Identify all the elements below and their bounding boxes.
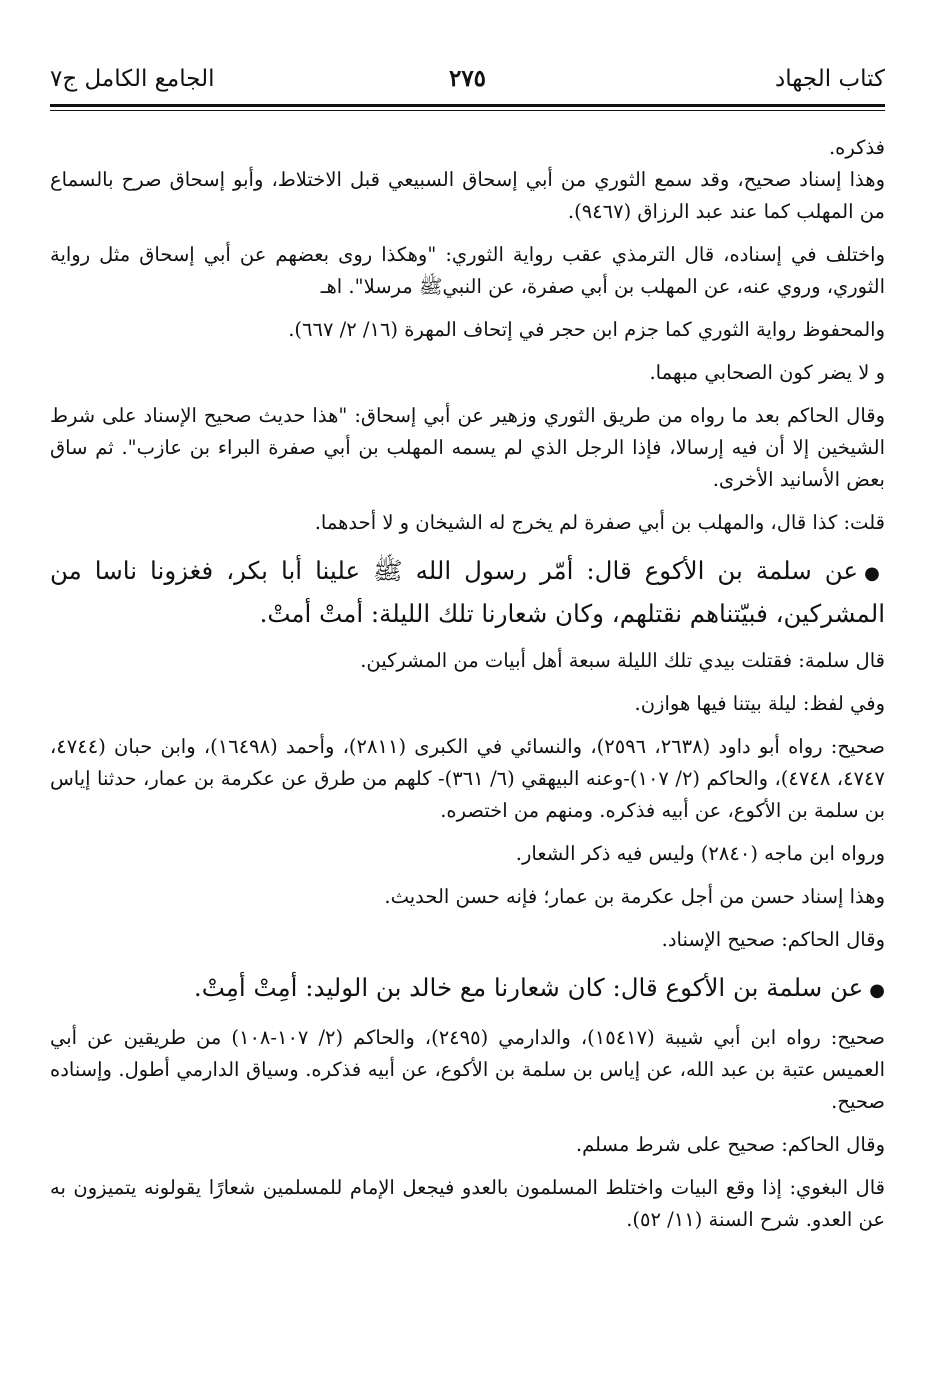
paragraph: قال سلمة: فقتلت بيدي تلك الليلة سبعة أهل أبيات من المشركين. [360, 649, 885, 672]
paragraph: صحيح: رواه أبو داود (٢٦٣٨، ٢٥٩٦)، والنسائي في الكبرى (٢٨١١)، وأحمد (١٦٤٩٨)، وابن حبان (٤٧٤٤، ٤٧٤٧، ٤٧٤٨)، والحاكم (٢/ ١٠٧)-وعنه البيهقي (٦/ ٣٦١)- كلهم من طرق عن عكرمة بن عمار، حدثنا إياس بن سلمة بن الأكوع، عن أبيه فذكره. ومنهم من اختصره. [50, 735, 885, 822]
page-number: ٢٧٥ [448, 65, 487, 92]
paragraph: ورواه ابن ماجه (٢٨٤٠) وليس فيه ذكر الشعار. [515, 842, 885, 865]
paragraph: وقال الحاكم: صحيح على شرط مسلم. [575, 1133, 885, 1156]
hadith-text-body: عن سلمة بن الأكوع قال: كان شعارنا مع خالد بن الوليد: أمِتْ أمِتْ. [193, 973, 864, 1002]
paragraph: قال البغوي: إذا وقع البيات واختلط المسلمون بالعدو فيجعل الإمام للمسلمين شعارًا يقولونه يتميزون به عن العدو. شرح السنة (١١/ ٥٢). [50, 1176, 885, 1231]
header-rule-thin [50, 110, 885, 111]
page-body [50, 132, 885, 1236]
paragraph: قلت: كذا قال، والمهلب بن أبي صفرة لم يخرج له الشيخان و لا أحدهما. [314, 511, 885, 534]
hadith-text [50, 551, 885, 634]
paragraph: والمحفوظ رواية الثوري كما جزم ابن حجر في إتحاف المهرة (١٦/ ٢/ ٦٦٧). [288, 318, 885, 341]
hadith-text-body: عن سلمة بن الأكوع قال: أمّر رسول الله ﷺ علينا أبا بكر، فغزونا ناسا من المشركين، فبيّتناهم نقتلهم، وكان شعارنا تلك الليلة: أمتْ أمتْ. [50, 556, 885, 628]
paragraph: صحيح: رواه ابن أبي شيبة (١٥٤١٧)، والدارمي (٢٤٩٥)، والحاكم (٢/ ١٠٧-١٠٨) من طريقين عن أبي العميس عتبة بن عبد الله، عن إياس بن سلمة بن الأكوع، عن أبيه فذكره. وسياق الدارمي أطول. وإسناده صحيح. [50, 1026, 885, 1113]
paragraph: وقال الحاكم بعد ما رواه من طريق الثوري وزهير عن أبي إسحاق: "هذا حديث صحيح الإسناد على شرط الشيخين إلا أن فيه إرسالا، فإذا الرجل الذي لم يسمه المهلب بن أبي صفرة البراء بن عازب". ثم ساق بعض الأسانيد الأخرى. [50, 404, 885, 491]
paragraph: وفي لفظ: ليلة بيتنا فيها هوازن. [634, 692, 885, 715]
header-rule-thick [50, 104, 885, 107]
paragraph: و لا يضر كون الصحابي مبهما. [649, 361, 885, 384]
bullet-icon: ● [869, 980, 885, 1001]
hadith-text [50, 968, 885, 1011]
bullet-icon: ● [864, 563, 885, 584]
paragraph: واختلف في إسناده، قال الترمذي عقب رواية الثوري: "وهكذا روى بعضهم عن أبي إسحاق مثل رواية الثوري، وروي عنه، عن المهلب بن أبي صفرة، عن النبيﷺ مرسلا". اهـ [50, 243, 885, 298]
book-volume-title: الجامع الكامل ج٧ [50, 66, 215, 92]
book-section-title: كتاب الجهاد [775, 66, 885, 92]
paragraph: وهذا إسناد صحيح، وقد سمع الثوري من أبي إسحاق السبيعي قبل الاختلاط، وأبو إسحاق صرح بالسماع من المهلب كما عند عبد الرزاق (٩٤٦٧). [50, 168, 885, 223]
page-header [50, 64, 885, 100]
paragraph: فذكره. [828, 136, 885, 159]
paragraph: وقال الحاكم: صحيح الإسناد. [661, 928, 885, 951]
paragraph: وهذا إسناد حسن من أجل عكرمة بن عمار؛ فإنه حسن الحديث. [384, 885, 885, 908]
